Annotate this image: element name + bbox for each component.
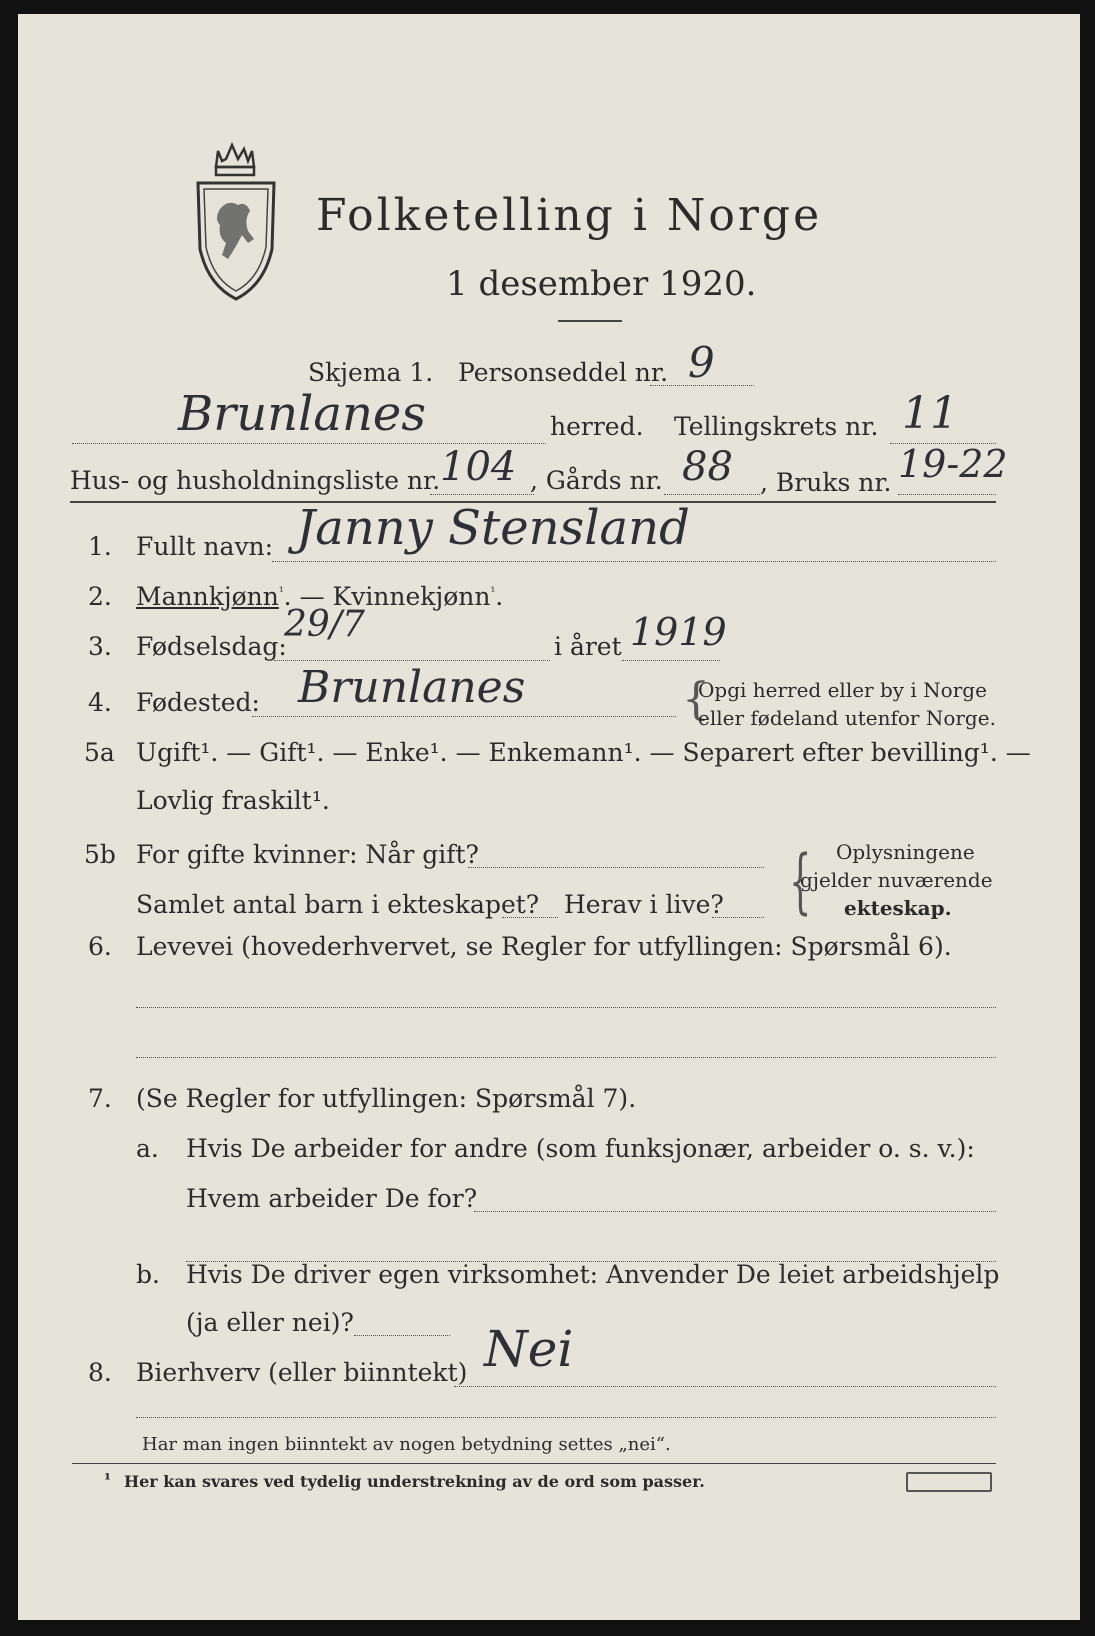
gards-line [664,494,760,495]
q4-note-line2: eller fødeland utenfor Norge. [698,706,996,730]
q3-number: 3. [88,632,112,661]
herred-label: herred. [550,412,644,441]
q2-female-option[interactable]: Kvinnekjønn [332,582,491,611]
q2-male-footnote: ¹ [278,584,284,599]
bruks-value[interactable]: 19-22 [898,442,1008,486]
q5b-children-alive: Herav i live? [564,890,724,919]
q8-label: Bierhverv (eller biinntekt) [136,1358,468,1387]
q4-label: Fødested: [136,688,260,717]
q4-number: 4. [88,688,112,717]
gards-label: , Gårds nr. [530,466,663,495]
q6-line1 [136,1007,996,1008]
q8-number: 8. [88,1358,112,1387]
q1-line [272,561,996,562]
q5a-number: 5a [84,738,115,767]
q5b-note-line2: gjelder nuværende [800,868,993,892]
q2-number: 2. [88,582,112,611]
q5b-alive-line [712,917,764,918]
q5a-options[interactable]: Ugift¹. — Gift¹. — Enke¹. — Enkemann¹. — Separert efter bevilling¹. — [136,738,1031,767]
q5a-fraskilt[interactable]: Lovlig fraskilt¹. [136,786,330,815]
q5b-note-line3: ekteskap. [844,896,952,920]
q3-line [274,660,550,661]
footnote-mark: ¹ [104,1470,112,1489]
q7-number: 7. [88,1084,112,1113]
q1-label: Fullt navn: [136,532,274,561]
q3-year-line [622,660,720,661]
q4-brace: { [682,674,710,725]
q4-note-line1: Opgi herred eller by i Norge [698,678,987,702]
nei-note: Har man ingen biinntekt av nogen betydning settes „nei“. [142,1434,671,1455]
q5b-married-line [468,867,764,868]
coat-of-arms-icon [192,139,280,304]
q5b-children-line [502,917,558,918]
footnote-text: Her kan svares ved tydelig understrekning av de ord som passer. [124,1472,705,1491]
q8-value[interactable]: Nei [484,1320,574,1378]
q4-value[interactable]: Brunlanes [298,662,526,713]
q6-number: 6. [88,932,112,961]
q5b-married-when: For gifte kvinner: Når gift? [136,840,479,869]
q6-label: Levevei (hovederhvervet, se Regler for utfyllingen: Spørsmål 6). [136,932,952,961]
herred-value[interactable]: Brunlanes [178,386,426,442]
personseddel-label: Personseddel nr. [458,358,669,387]
q2-female-footnote: ¹ [490,584,496,599]
bruks-line [898,494,996,495]
q3-year-value[interactable]: 1919 [630,610,727,654]
tellingskrets-value[interactable]: 11 [902,388,958,439]
q8-line [454,1386,996,1387]
census-date: 1 desember 1920. [446,264,757,304]
bruks-label: , Bruks nr. [760,468,892,497]
q1-number: 1. [88,532,112,561]
q5b-note-line1: Oplysningene [836,840,975,864]
q7a-letter: a. [136,1134,159,1163]
q5b-children-total: Samlet antal barn i ekteskapet? [136,890,540,919]
gards-value[interactable]: 88 [682,444,733,490]
q6-line2 [136,1057,996,1058]
q1-value[interactable]: Janny Stensland [296,500,690,556]
schema-label: Skjema 1. [308,358,434,387]
q2-end: . [495,582,504,611]
q7a-answer-line [474,1211,996,1212]
q2-male-option[interactable]: Mannkjønn [136,582,279,611]
husliste-label: Hus- og husholdningsliste nr. [70,466,441,495]
q8-line2 [136,1417,996,1418]
q3-label: Fødselsdag: [136,632,287,661]
title-rule [558,320,622,322]
q3-value[interactable]: 29/7 [284,604,365,645]
q5b-number: 5b [84,840,116,869]
q7b-line2: (ja eller nei)? [186,1308,354,1337]
tellingskrets-label: Tellingskrets nr. [674,412,879,441]
q7-label: (Se Regler for utfyllingen: Spørsmål 7). [136,1084,637,1113]
printer-stamp [906,1472,992,1492]
form-title: Folketelling i Norge [316,190,823,241]
q3-year-label: i året [554,632,622,661]
q7b-answer-line [354,1335,450,1336]
husliste-line [430,494,534,495]
husliste-value[interactable]: 104 [440,444,517,490]
q2-separator: . — [283,582,333,611]
q7a-line1: Hvis De arbeider for andre (som funksjonær, arbeider o. s. v.): [186,1134,975,1163]
q7b-line1: Hvis De driver egen virksomhet: Anvender De leiet arbeidshjelp [186,1260,1000,1289]
personseddel-value[interactable]: 9 [688,338,715,387]
q7a-line2: Hvem arbeider De for? [186,1184,478,1213]
census-form [18,14,1080,1620]
q7b-letter: b. [136,1260,160,1289]
q5b-brace: { [789,840,812,922]
footnote-rule [72,1463,996,1464]
q4-line [252,716,676,717]
